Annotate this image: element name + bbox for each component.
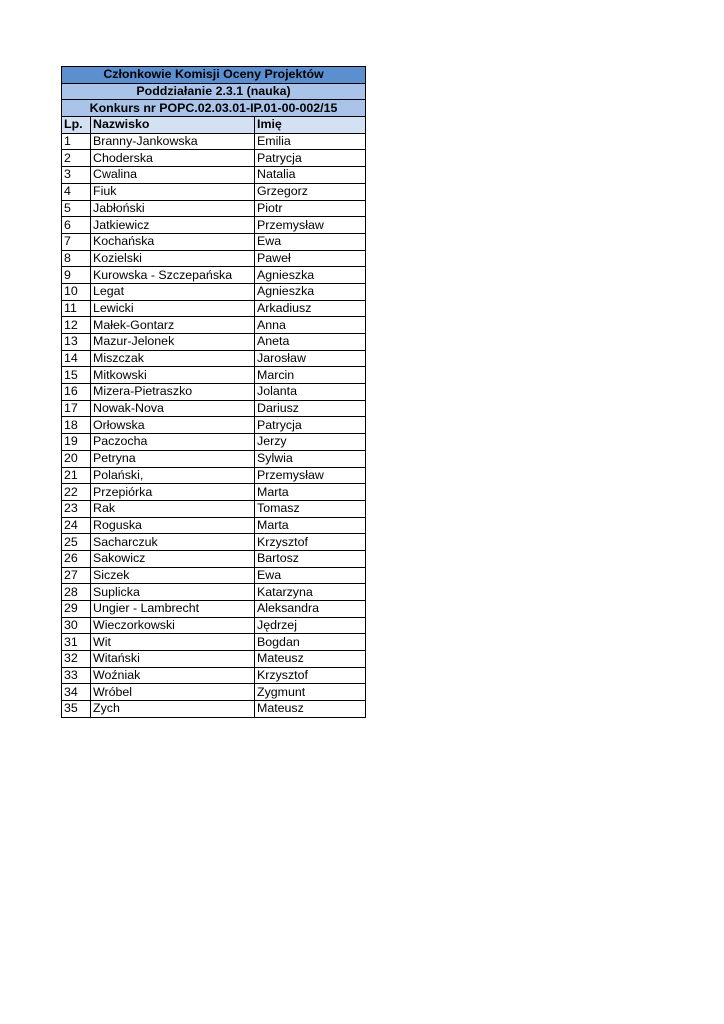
first-name-cell: Dariusz [255, 400, 366, 417]
table-row [62, 300, 366, 317]
row-number: 23 [62, 500, 91, 517]
table-row [62, 183, 366, 200]
first-name-cell: Przemysław [255, 217, 366, 234]
row-number: 18 [62, 417, 91, 434]
surname-cell: Nowak-Nova [91, 400, 255, 417]
row-number: 24 [62, 517, 91, 534]
table-row [62, 334, 366, 351]
first-name-cell: Aleksandra [255, 601, 366, 618]
first-name-cell: Mateusz [255, 651, 366, 668]
row-number: 34 [62, 684, 91, 701]
first-name-cell: Tomasz [255, 500, 366, 517]
surname-cell: Przepiórka [91, 484, 255, 501]
table-row [62, 384, 366, 401]
surname-cell: Orłowska [91, 417, 255, 434]
row-number: 1 [62, 133, 91, 150]
table-row [62, 701, 366, 718]
table-row [62, 317, 366, 334]
surname-cell: Ungier - Lambrecht [91, 601, 255, 618]
row-number: 33 [62, 667, 91, 684]
row-number: 3 [62, 167, 91, 184]
first-name-cell: Katarzyna [255, 584, 366, 601]
surname-cell: Roguska [91, 517, 255, 534]
surname-cell: Choderska [91, 150, 255, 167]
table-row [62, 534, 366, 551]
first-name-cell: Jędrzej [255, 617, 366, 634]
first-name-cell: Sylwia [255, 450, 366, 467]
first-name-cell: Bogdan [255, 634, 366, 651]
row-number: 8 [62, 250, 91, 267]
first-name-cell: Agnieszka [255, 267, 366, 284]
row-number: 15 [62, 367, 91, 384]
surname-cell: Fiuk [91, 183, 255, 200]
first-name-cell: Patrycja [255, 150, 366, 167]
row-number: 16 [62, 384, 91, 401]
table-row [62, 684, 366, 701]
surname-cell: Małek-Gontarz [91, 317, 255, 334]
surname-cell: Siczek [91, 567, 255, 584]
first-name-cell: Marta [255, 484, 366, 501]
first-name-cell: Patrycja [255, 417, 366, 434]
surname-cell: Wieczorkowski [91, 617, 255, 634]
surname-cell: Kozielski [91, 250, 255, 267]
table-row [62, 450, 366, 467]
surname-cell: Zych [91, 701, 255, 718]
first-name-cell: Przemysław [255, 467, 366, 484]
competition-row [62, 100, 366, 117]
table-row [62, 651, 366, 668]
table-row [62, 584, 366, 601]
row-number: 4 [62, 183, 91, 200]
row-number: 21 [62, 467, 91, 484]
table-row [62, 634, 366, 651]
table-subtitle: Poddziałanie 2.3.1 (nauka) [62, 83, 366, 100]
table-row [62, 217, 366, 234]
row-number: 11 [62, 300, 91, 317]
table-row [62, 267, 366, 284]
table-row [62, 133, 366, 150]
row-number: 32 [62, 651, 91, 668]
surname-cell: Jatkiewicz [91, 217, 255, 234]
row-number: 29 [62, 601, 91, 618]
surname-cell: Woźniak [91, 667, 255, 684]
table-row [62, 500, 366, 517]
column-header-row [62, 117, 366, 134]
first-name-cell: Krzysztof [255, 667, 366, 684]
surname-cell: Witański [91, 651, 255, 668]
surname-cell: Mitkowski [91, 367, 255, 384]
first-name-cell: Jolanta [255, 384, 366, 401]
subtitle-row [62, 83, 366, 100]
row-number: 28 [62, 584, 91, 601]
first-name-cell: Agnieszka [255, 283, 366, 300]
column-header-first-name: Imię [255, 117, 366, 134]
table-row [62, 233, 366, 250]
first-name-cell: Bartosz [255, 550, 366, 567]
table-row [62, 167, 366, 184]
table-row [62, 350, 366, 367]
row-number: 25 [62, 534, 91, 551]
row-number: 13 [62, 334, 91, 351]
first-name-cell: Grzegorz [255, 183, 366, 200]
table-row [62, 250, 366, 267]
first-name-cell: Ewa [255, 567, 366, 584]
surname-cell: Lewicki [91, 300, 255, 317]
row-number: 12 [62, 317, 91, 334]
surname-cell: Mizera-Pietraszko [91, 384, 255, 401]
first-name-cell: Krzysztof [255, 534, 366, 551]
first-name-cell: Arkadiusz [255, 300, 366, 317]
column-header-surname: Nazwisko [91, 117, 255, 134]
surname-cell: Rak [91, 500, 255, 517]
surname-cell: Wróbel [91, 684, 255, 701]
first-name-cell: Jarosław [255, 350, 366, 367]
first-name-cell: Anna [255, 317, 366, 334]
first-name-cell: Aneta [255, 334, 366, 351]
row-number: 5 [62, 200, 91, 217]
table-row [62, 517, 366, 534]
competition-number: Konkurs nr POPC.02.03.01-IP.01-00-002/15 [62, 100, 366, 117]
column-header-lp: Lp. [62, 117, 91, 134]
table-row [62, 434, 366, 451]
table-row [62, 400, 366, 417]
surname-cell: Wit [91, 634, 255, 651]
first-name-cell: Marta [255, 517, 366, 534]
first-name-cell: Natalia [255, 167, 366, 184]
table-title: Członkowie Komisji Oceny Projektów [62, 67, 366, 84]
row-number: 20 [62, 450, 91, 467]
title-row [62, 67, 366, 84]
row-number: 30 [62, 617, 91, 634]
surname-cell: Jabłoński [91, 200, 255, 217]
surname-cell: Petryna [91, 450, 255, 467]
table-row [62, 617, 366, 634]
first-name-cell: Emilia [255, 133, 366, 150]
row-number: 27 [62, 567, 91, 584]
table-row [62, 367, 366, 384]
table-row [62, 550, 366, 567]
row-number: 22 [62, 484, 91, 501]
surname-cell: Polański, [91, 467, 255, 484]
surname-cell: Kochańska [91, 233, 255, 250]
table-row [62, 150, 366, 167]
first-name-cell: Piotr [255, 200, 366, 217]
table-row [62, 667, 366, 684]
surname-cell: Paczocha [91, 434, 255, 451]
table-row [62, 467, 366, 484]
table-row [62, 567, 366, 584]
row-number: 2 [62, 150, 91, 167]
table-row [62, 484, 366, 501]
row-number: 14 [62, 350, 91, 367]
surname-cell: Legat [91, 283, 255, 300]
surname-cell: Suplicka [91, 584, 255, 601]
surname-cell: Mazur-Jelonek [91, 334, 255, 351]
row-number: 35 [62, 701, 91, 718]
surname-cell: Cwalina [91, 167, 255, 184]
table-body [62, 67, 366, 718]
committee-table [61, 66, 366, 718]
surname-cell: Sakowicz [91, 550, 255, 567]
table-row [62, 417, 366, 434]
first-name-cell: Marcin [255, 367, 366, 384]
table-row [62, 283, 366, 300]
first-name-cell: Jerzy [255, 434, 366, 451]
surname-cell: Branny-Jankowska [91, 133, 255, 150]
row-number: 19 [62, 434, 91, 451]
row-number: 6 [62, 217, 91, 234]
first-name-cell: Paweł [255, 250, 366, 267]
table-row [62, 200, 366, 217]
surname-cell: Sacharczuk [91, 534, 255, 551]
row-number: 7 [62, 233, 91, 250]
first-name-cell: Zygmunt [255, 684, 366, 701]
first-name-cell: Ewa [255, 233, 366, 250]
surname-cell: Kurowska - Szczepańska [91, 267, 255, 284]
table-row [62, 601, 366, 618]
first-name-cell: Mateusz [255, 701, 366, 718]
row-number: 31 [62, 634, 91, 651]
row-number: 17 [62, 400, 91, 417]
row-number: 9 [62, 267, 91, 284]
row-number: 26 [62, 550, 91, 567]
row-number: 10 [62, 283, 91, 300]
surname-cell: Miszczak [91, 350, 255, 367]
